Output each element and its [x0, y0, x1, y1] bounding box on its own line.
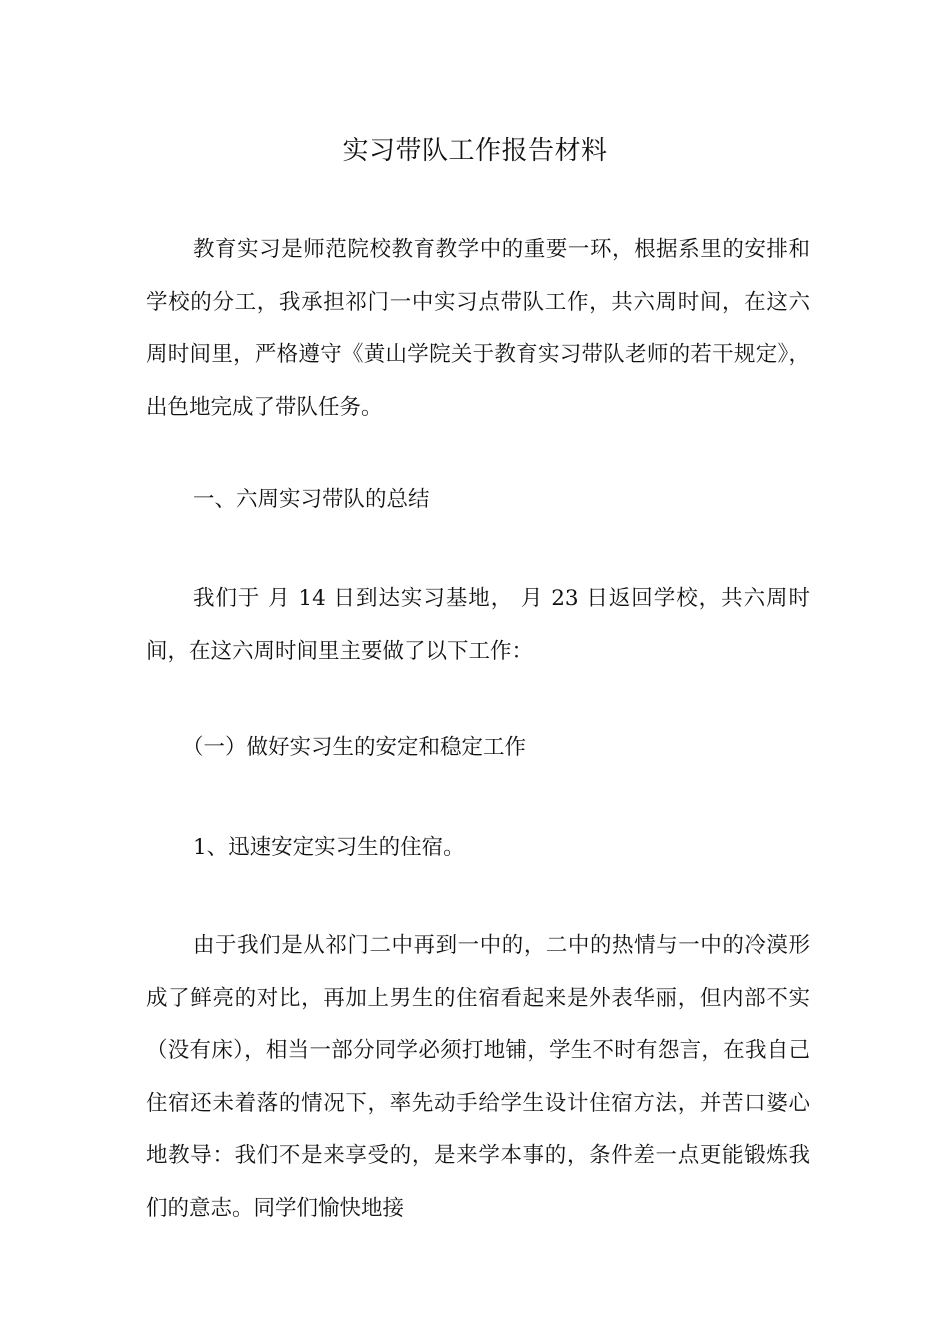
subsection-one-heading: （一）做好实习生的安定和稳定工作	[182, 735, 527, 760]
item-one-heading: 1、迅速安定实习生的住宿。	[193, 835, 465, 860]
intro-paragraph: 教育实习是师范院校教育教学中的重要一环，根据系里的安排和学校的分工，我承担祁门一中实习点带队工作，共六周时间，在这六周时间里，严格遵守《黄山学院关于教育实习带队老师的若干规定》，出色地完成了带队任务。	[146, 237, 810, 420]
schedule-paragraph: 我们于 月 14 日到达实习基地， 月 23 日返回学校，共六周时间，在这六周时间里主要做了以下工作：	[146, 586, 810, 664]
section-one-heading: 一、六周实习带队的总结	[193, 487, 430, 512]
item-one-body: 由于我们是从祁门二中再到一中的，二中的热情与一中的冷漠形成了鲜亮的对比，再加上男生的住宿看起来是外表华丽，但内部不实（没有床），相当一部分同学必须打地铺，学生不时有怨言，在我自己住宿还未着落的情况下，率先动手给学生设计住宿方法，并苦口婆心地教导：我们不是来享受的，是来学本事的，条件差一点更能锻炼我们的意志。同学们愉快地接	[146, 933, 810, 1221]
document-title: 实习带队工作报告材料	[342, 136, 608, 166]
